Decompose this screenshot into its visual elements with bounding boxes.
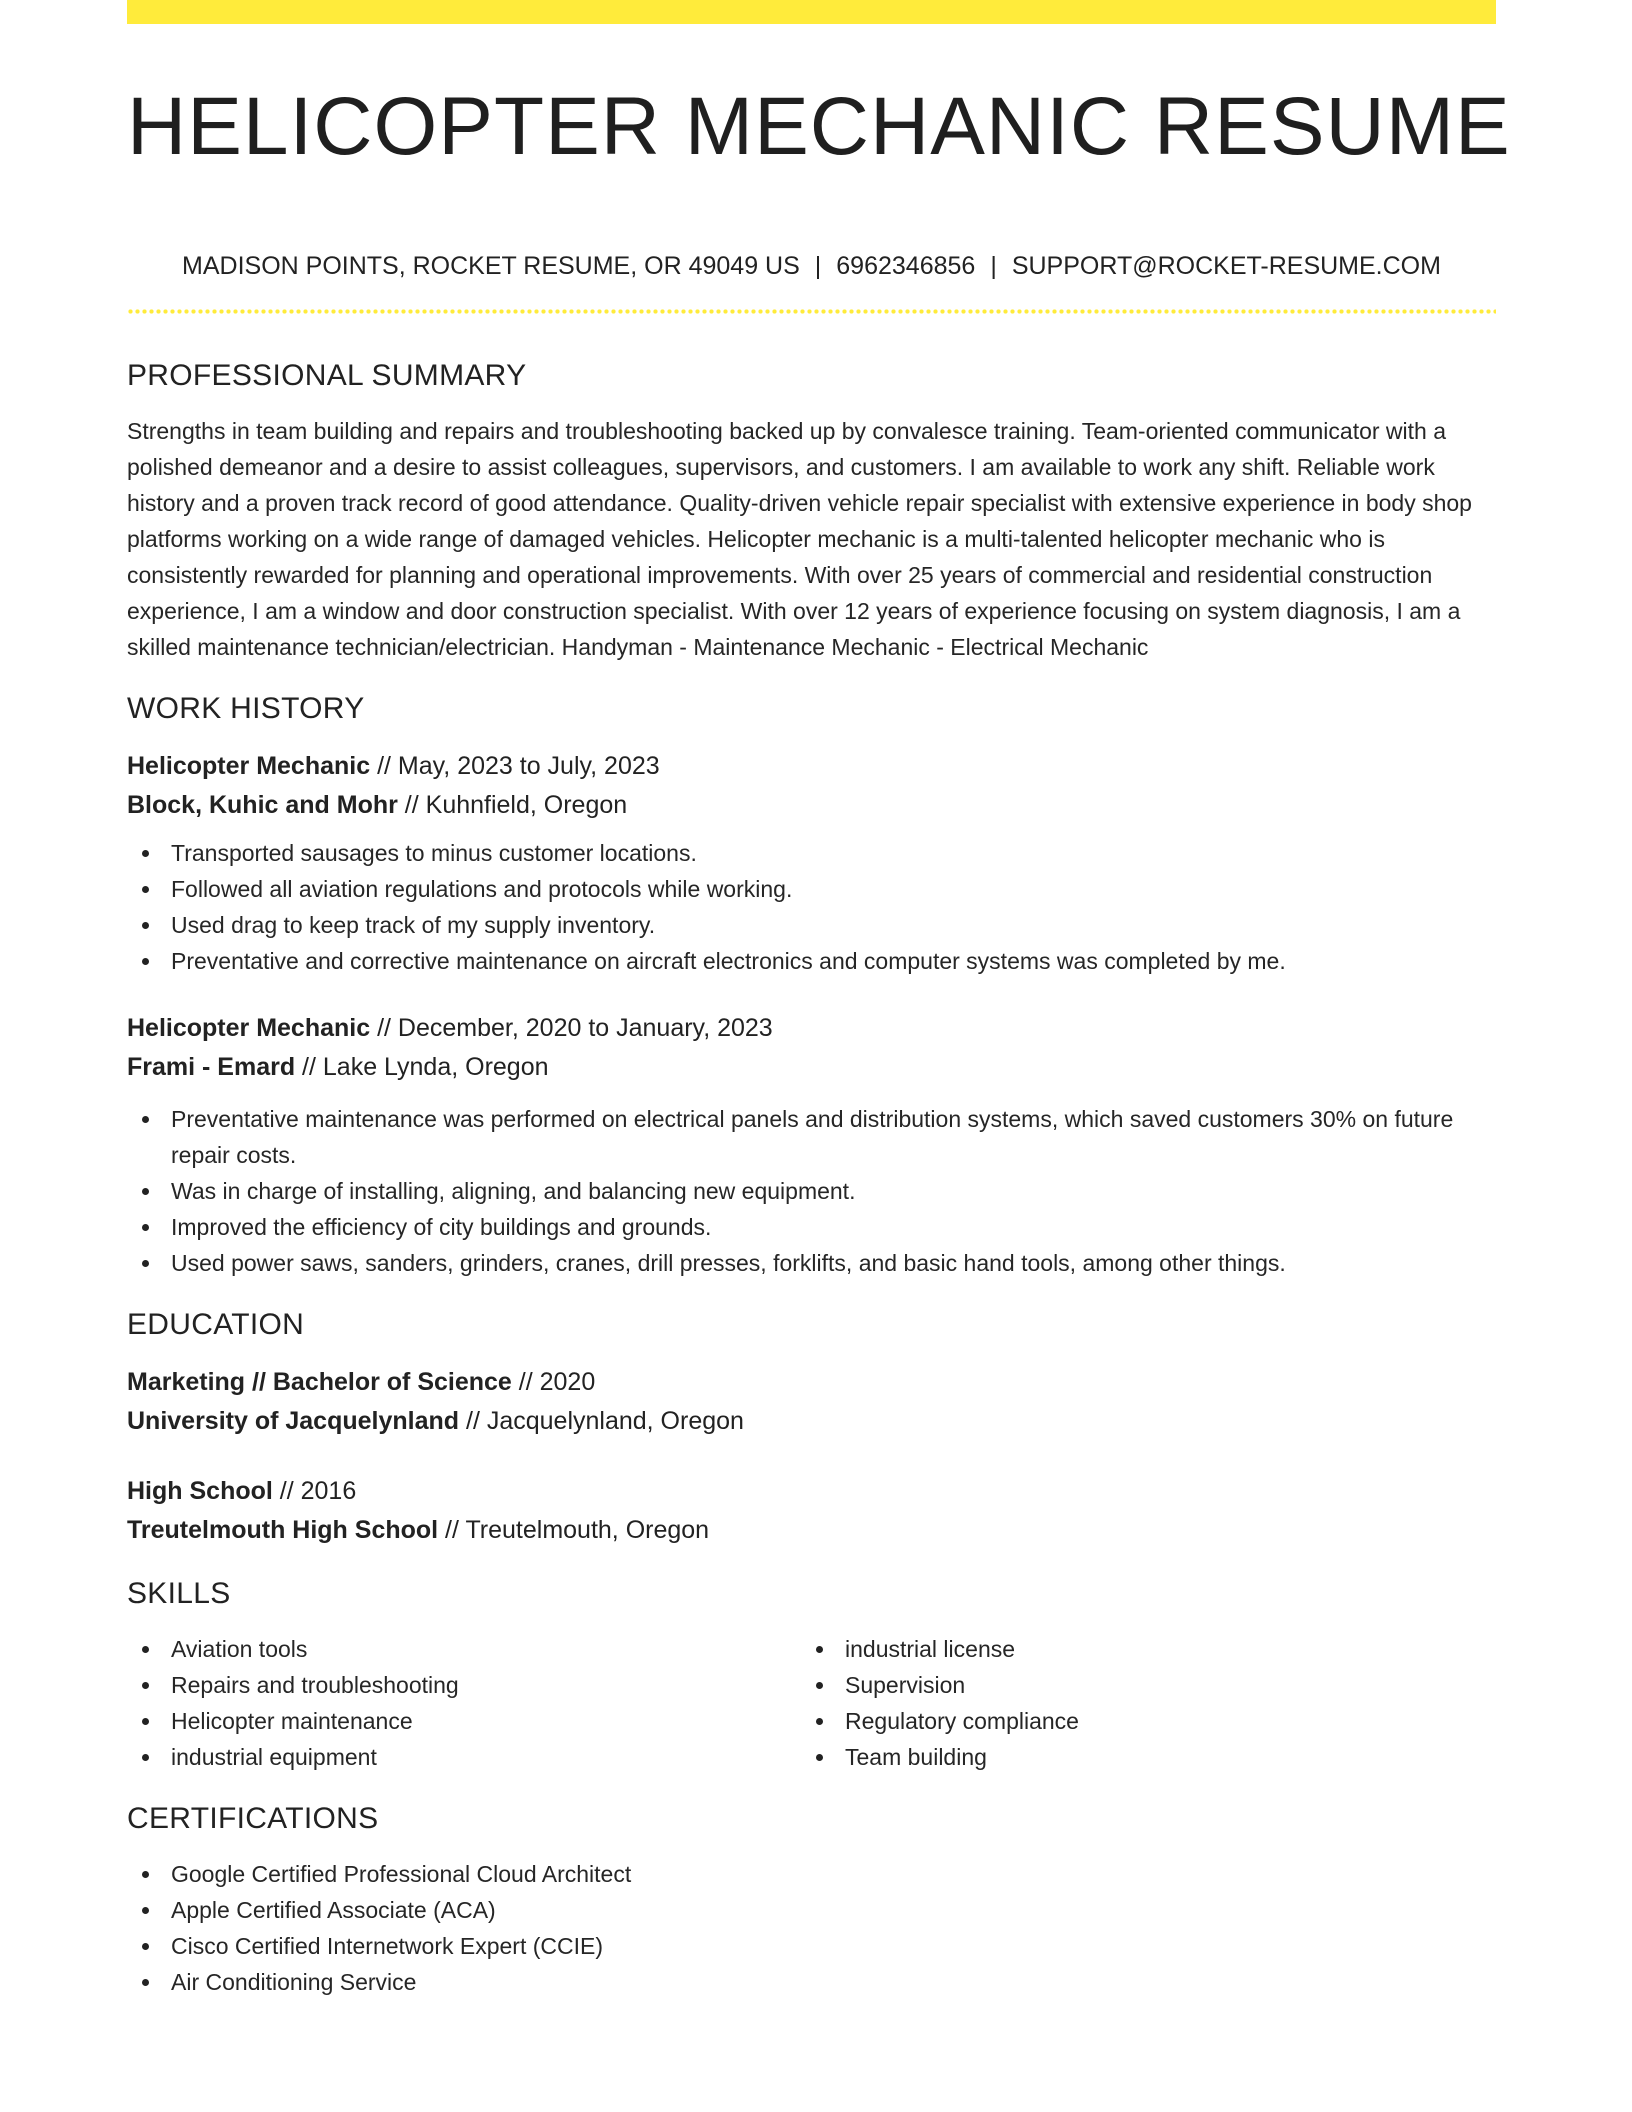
skills-column-left [127, 1631, 801, 1775]
skill-item: Regulatory compliance [801, 1703, 1475, 1739]
job-location: // Kuhnfield, Oregon [397, 791, 628, 819]
job-company: Block, Kuhic and Mohr [127, 791, 398, 819]
skills-heading: SKILLS [127, 1577, 231, 1610]
list-item: Preventative and corrective maintenance on aircraft electronics and computer systems was completed by me. [127, 943, 1496, 979]
education-entry [127, 1472, 1496, 1550]
job-location: // Lake Lynda, Oregon [295, 1053, 549, 1081]
education-degree-line [127, 1472, 1496, 1511]
list-item: Was in charge of installing, aligning, and balancing new equipment. [127, 1173, 1496, 1209]
job-dates: // May, 2023 to July, 2023 [370, 752, 660, 780]
job-entry [127, 1009, 1496, 1281]
dotted-divider [127, 309, 1496, 314]
certification-item: Air Conditioning Service [127, 1964, 1496, 2000]
education-school-line [127, 1511, 1496, 1550]
job-entry [127, 747, 1496, 979]
job-company-line [127, 1048, 1496, 1087]
skills-column-right [801, 1631, 1475, 1775]
skill-item: industrial license [801, 1631, 1475, 1667]
job-title: Helicopter Mechanic [127, 1014, 371, 1042]
contact-phone: 6962346856 [836, 252, 976, 280]
education-year: // 2016 [272, 1477, 357, 1505]
list-item: Improved the efficiency of city buildings and grounds. [127, 1209, 1496, 1245]
job-title: Helicopter Mechanic [127, 752, 371, 780]
skill-item: Team building [801, 1739, 1475, 1775]
job-title-line [127, 1009, 1496, 1048]
education-entry [127, 1363, 1496, 1441]
list-item: Used drag to keep track of my supply inventory. [127, 907, 1496, 943]
skill-item: Repairs and troubleshooting [127, 1667, 801, 1703]
education-degree: High School [127, 1477, 273, 1505]
job-bullets [127, 1101, 1496, 1281]
job-title-line [127, 747, 1496, 786]
certification-item: Google Certified Professional Cloud Architect [127, 1856, 1496, 1892]
resume-page [127, 0, 1511, 2000]
certification-item: Apple Certified Associate (ACA) [127, 1892, 1496, 1928]
summary-text: Strengths in team building and repairs and troubleshooting backed up by convalesce training. Team-oriented communicator with a polished demeanor and a desire to assist colleagues, supervisors, and customers. I am available to work any shift. Reliable work history and a proven track record of good attendance. Quality-driven vehicle repair specialist with extensive experience in body shop platforms working on a wide range of damaged vehicles. Helicopter mechanic is a multi-talented helicopter mechanic who is consistently rewarded for planning and operational improvements. With over 25 years of commercial and residential construction experience, I am a window and door construction specialist. With over 12 years of experience focusing on system diagnosis, I am a skilled maintenance technician/electrician. Handyman - Maintenance Mechanic - Electrical Mechanic [127, 418, 1472, 660]
list-item: Preventative maintenance was performed on electrical panels and distribution systems, which saved customers 30% on future repair costs. [127, 1101, 1496, 1173]
skill-item: industrial equipment [127, 1739, 801, 1775]
job-company: Frami - Emard [127, 1053, 296, 1081]
skill-item: Helicopter maintenance [127, 1703, 801, 1739]
skill-item: Aviation tools [127, 1631, 801, 1667]
certifications-list [127, 1856, 1496, 2000]
job-company-line [127, 786, 1496, 825]
skills-grid [127, 1631, 1496, 1775]
certification-item: Cisco Certified Internetwork Expert (CCIE) [127, 1928, 1496, 1964]
contact-separator: | [990, 252, 997, 280]
page-title: HELICOPTER MECHANIC RESUME [127, 81, 1511, 172]
education-school: University of Jacquelynland [127, 1407, 460, 1435]
education-school: Treutelmouth High School [127, 1516, 439, 1544]
education-location: // Jacquelynland, Oregon [459, 1407, 744, 1435]
contact-address: MADISON POINTS, ROCKET RESUME, OR 49049 US [182, 252, 800, 280]
top-accent-bar [127, 0, 1496, 24]
education-location: // Treutelmouth, Oregon [438, 1516, 710, 1544]
skill-item: Supervision [801, 1667, 1475, 1703]
education-school-line [127, 1402, 1496, 1441]
certifications-heading: CERTIFICATIONS [127, 1802, 379, 1835]
contact-email: SUPPORT@ROCKET-RESUME.COM [1011, 252, 1441, 280]
list-item: Used power saws, sanders, grinders, cranes, drill presses, forklifts, and basic hand tools, among other things. [127, 1245, 1496, 1281]
education-degree-line [127, 1363, 1496, 1402]
education-year: // 2020 [511, 1368, 596, 1396]
job-bullets [127, 835, 1496, 979]
list-item: Followed all aviation regulations and protocols while working. [127, 871, 1496, 907]
summary-heading: PROFESSIONAL SUMMARY [127, 359, 527, 392]
education-heading: EDUCATION [127, 1308, 305, 1341]
contact-separator: | [814, 252, 822, 280]
work-history-heading: WORK HISTORY [127, 692, 365, 725]
contact-line [127, 251, 1496, 281]
job-dates: // December, 2020 to January, 2023 [370, 1014, 773, 1042]
list-item: Transported sausages to minus customer locations. [127, 835, 1496, 871]
education-degree: Marketing // Bachelor of Science [127, 1368, 512, 1396]
